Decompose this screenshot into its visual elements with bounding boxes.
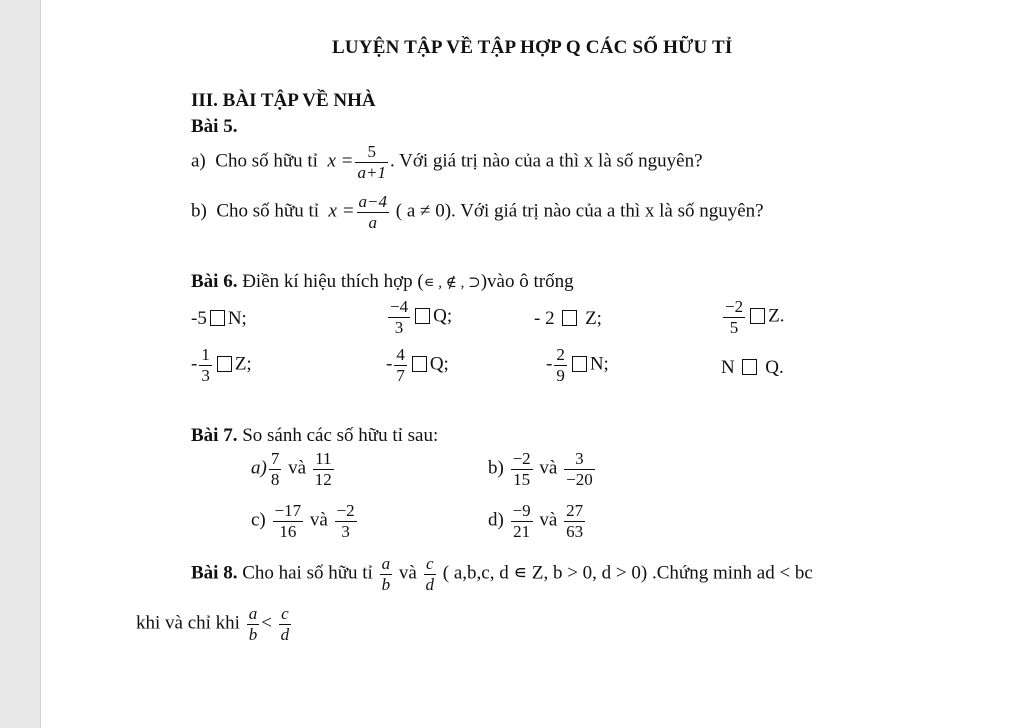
answer-box[interactable]	[742, 359, 757, 375]
fraction	[279, 605, 292, 644]
fraction-numerator: a	[381, 554, 391, 573]
expr-left: N	[721, 357, 735, 378]
fraction-numerator: −2	[725, 297, 744, 316]
minus-sign: -	[191, 353, 198, 375]
answer-box[interactable]	[217, 356, 232, 372]
answer-box[interactable]	[415, 308, 430, 324]
minus-sign: -	[386, 353, 393, 375]
fraction-numerator: −4	[390, 297, 409, 316]
fraction	[388, 298, 410, 337]
fraction-numerator: 1	[201, 345, 210, 364]
set-name: Z.	[768, 305, 785, 327]
set-name: Z;	[234, 353, 252, 375]
fraction-numerator: a−4	[358, 192, 388, 211]
fraction-denominator: 3	[394, 317, 404, 337]
minus-sign: -	[546, 353, 553, 375]
fraction	[723, 298, 745, 337]
bai5-b-text2: ( a ≠ 0). Với giá trị nào của a thì x là số nguyên?	[395, 200, 764, 222]
conjunction: và	[539, 509, 558, 531]
bai6-text-end: )vào ô trống	[480, 271, 574, 292]
bai6-symbols: ∊ , ∉ , ⊃	[423, 275, 481, 291]
answer-box[interactable]	[210, 310, 225, 326]
fraction-denominator: d	[280, 624, 290, 644]
fraction-denominator: 5	[729, 317, 739, 337]
fraction-numerator: c	[279, 605, 292, 625]
fraction	[554, 346, 567, 385]
fraction-denominator: 16	[279, 521, 297, 541]
bai8-statement	[191, 555, 813, 594]
fraction	[511, 450, 533, 489]
fraction-denominator: 63	[566, 521, 584, 541]
bai5-b-fraction	[357, 193, 389, 232]
fraction-denominator: 3	[341, 521, 350, 541]
fraction	[564, 502, 585, 541]
fraction-denominator: 21	[513, 521, 531, 541]
bai5-part-a	[191, 143, 703, 182]
bai5-a-x: x =	[327, 150, 354, 172]
set-name: Q;	[433, 305, 453, 327]
bai8-line2	[136, 605, 293, 644]
answer-box[interactable]	[750, 308, 765, 324]
document-page	[40, 0, 1024, 728]
bai7-part-c	[251, 502, 359, 541]
fraction-denominator: −20	[566, 469, 593, 489]
bai5-a-text1: Cho số hữu tỉ	[215, 150, 318, 172]
fraction-denominator: b	[248, 624, 258, 644]
fraction-numerator: 7	[270, 449, 280, 468]
fraction	[394, 346, 407, 385]
bai6-r2-c4	[721, 357, 784, 379]
fraction	[380, 555, 393, 594]
fraction-numerator: 2	[556, 345, 565, 364]
answer-box[interactable]	[412, 356, 427, 372]
fraction-denominator: 9	[556, 365, 565, 385]
answer-box[interactable]	[562, 310, 577, 326]
fraction-numerator: 3	[564, 450, 595, 470]
conjunction: và	[288, 457, 307, 479]
set-name: Z;	[585, 308, 602, 329]
bai7-statement	[191, 425, 438, 447]
fraction	[199, 346, 212, 385]
fraction	[269, 450, 282, 489]
bai6-heading: Bài 6.	[191, 271, 238, 292]
conjunction: và	[539, 457, 558, 479]
fraction-denominator: 15	[513, 469, 531, 489]
bai6-r1-c1	[191, 308, 247, 330]
bai8-condition: ( a,b,c, d ∊ Z, b > 0, d > 0) .Chứng minh ad < bc	[442, 562, 813, 584]
bai8-text1: Cho hai số hữu tỉ	[242, 562, 373, 584]
bai6-text: Điền kí hiệu thích hợp (	[242, 271, 424, 292]
fraction-numerator: 5	[355, 143, 387, 163]
bai6-r1-c4	[721, 298, 784, 337]
fraction-numerator: −2	[512, 449, 531, 468]
set-name: Q.	[765, 357, 784, 378]
bai8-heading: Bài 8.	[191, 562, 238, 584]
fraction-denominator: d	[425, 574, 435, 594]
fraction-denominator: 3	[201, 365, 210, 385]
bai6-r1-c2	[386, 298, 452, 337]
bai7-text: So sánh các số hữu tỉ sau:	[242, 425, 439, 446]
bai6-r2-c1	[191, 346, 252, 385]
set-name: Q;	[429, 353, 449, 375]
bai5-b-text1: Cho số hữu tỉ	[216, 200, 320, 222]
bai5-a-fraction	[355, 143, 387, 182]
bai5-heading: Bài 5.	[191, 116, 238, 137]
bai7-part-a	[251, 450, 336, 489]
fraction-denominator: b	[381, 574, 391, 594]
conjunction: và	[398, 562, 417, 584]
bai6-statement	[191, 271, 574, 293]
answer-box[interactable]	[572, 356, 587, 372]
fraction	[313, 450, 334, 489]
bai6-r2-c3	[546, 346, 609, 385]
bai7-heading: Bài 7.	[191, 425, 238, 446]
fraction	[335, 502, 357, 541]
fraction	[511, 502, 533, 541]
part-label: b)	[488, 457, 504, 479]
expr-left: - 2	[534, 308, 555, 329]
fraction-numerator: −2	[336, 501, 355, 520]
part-label: a)	[251, 457, 267, 479]
bai5-b-x: x =	[328, 200, 355, 222]
fraction	[564, 450, 595, 489]
fraction	[273, 502, 304, 541]
bai8-line2-text: khi và chỉ khi	[136, 612, 240, 634]
bai5-b-label: b)	[191, 200, 207, 222]
set-name: N;	[589, 353, 609, 375]
bai5-a-text2: . Với giá trị nào của a thì x là số nguyên?	[389, 150, 703, 172]
set-name: N;	[227, 308, 247, 329]
fraction-numerator: −17	[274, 501, 302, 520]
fraction-numerator: 27	[566, 501, 584, 520]
fraction-denominator: a	[368, 212, 378, 232]
bai7-part-b	[488, 450, 597, 489]
expr-left: -5	[191, 308, 207, 329]
bai5-a-label: a)	[191, 150, 206, 172]
bai6-r2-c2	[386, 346, 449, 385]
fraction-numerator: c	[424, 555, 437, 575]
part-label: c)	[251, 509, 266, 531]
fraction	[247, 605, 260, 644]
bai6-r1-c3	[534, 308, 602, 330]
fraction-numerator: 4	[396, 345, 405, 364]
bai7-part-d	[488, 502, 587, 541]
fraction-numerator: 11	[313, 450, 334, 470]
fraction	[424, 555, 437, 594]
fraction-denominator: 7	[396, 365, 405, 385]
fraction-numerator: −9	[512, 501, 531, 520]
fraction-numerator: a	[248, 604, 258, 623]
less-than-sign: <	[261, 612, 272, 634]
page-title: LUYỆN TẬP VỀ TẬP HỢP Q CÁC SỐ HỮU TỈ	[332, 37, 733, 58]
fraction-denominator: 8	[270, 469, 280, 489]
bai5-part-b	[191, 193, 764, 232]
part-label: d)	[488, 509, 504, 531]
fraction-denominator: a+1	[357, 162, 386, 182]
fraction-denominator: 12	[314, 469, 332, 489]
section-heading: III. BÀI TẬP VỀ NHÀ	[191, 90, 376, 111]
conjunction: và	[309, 509, 328, 531]
